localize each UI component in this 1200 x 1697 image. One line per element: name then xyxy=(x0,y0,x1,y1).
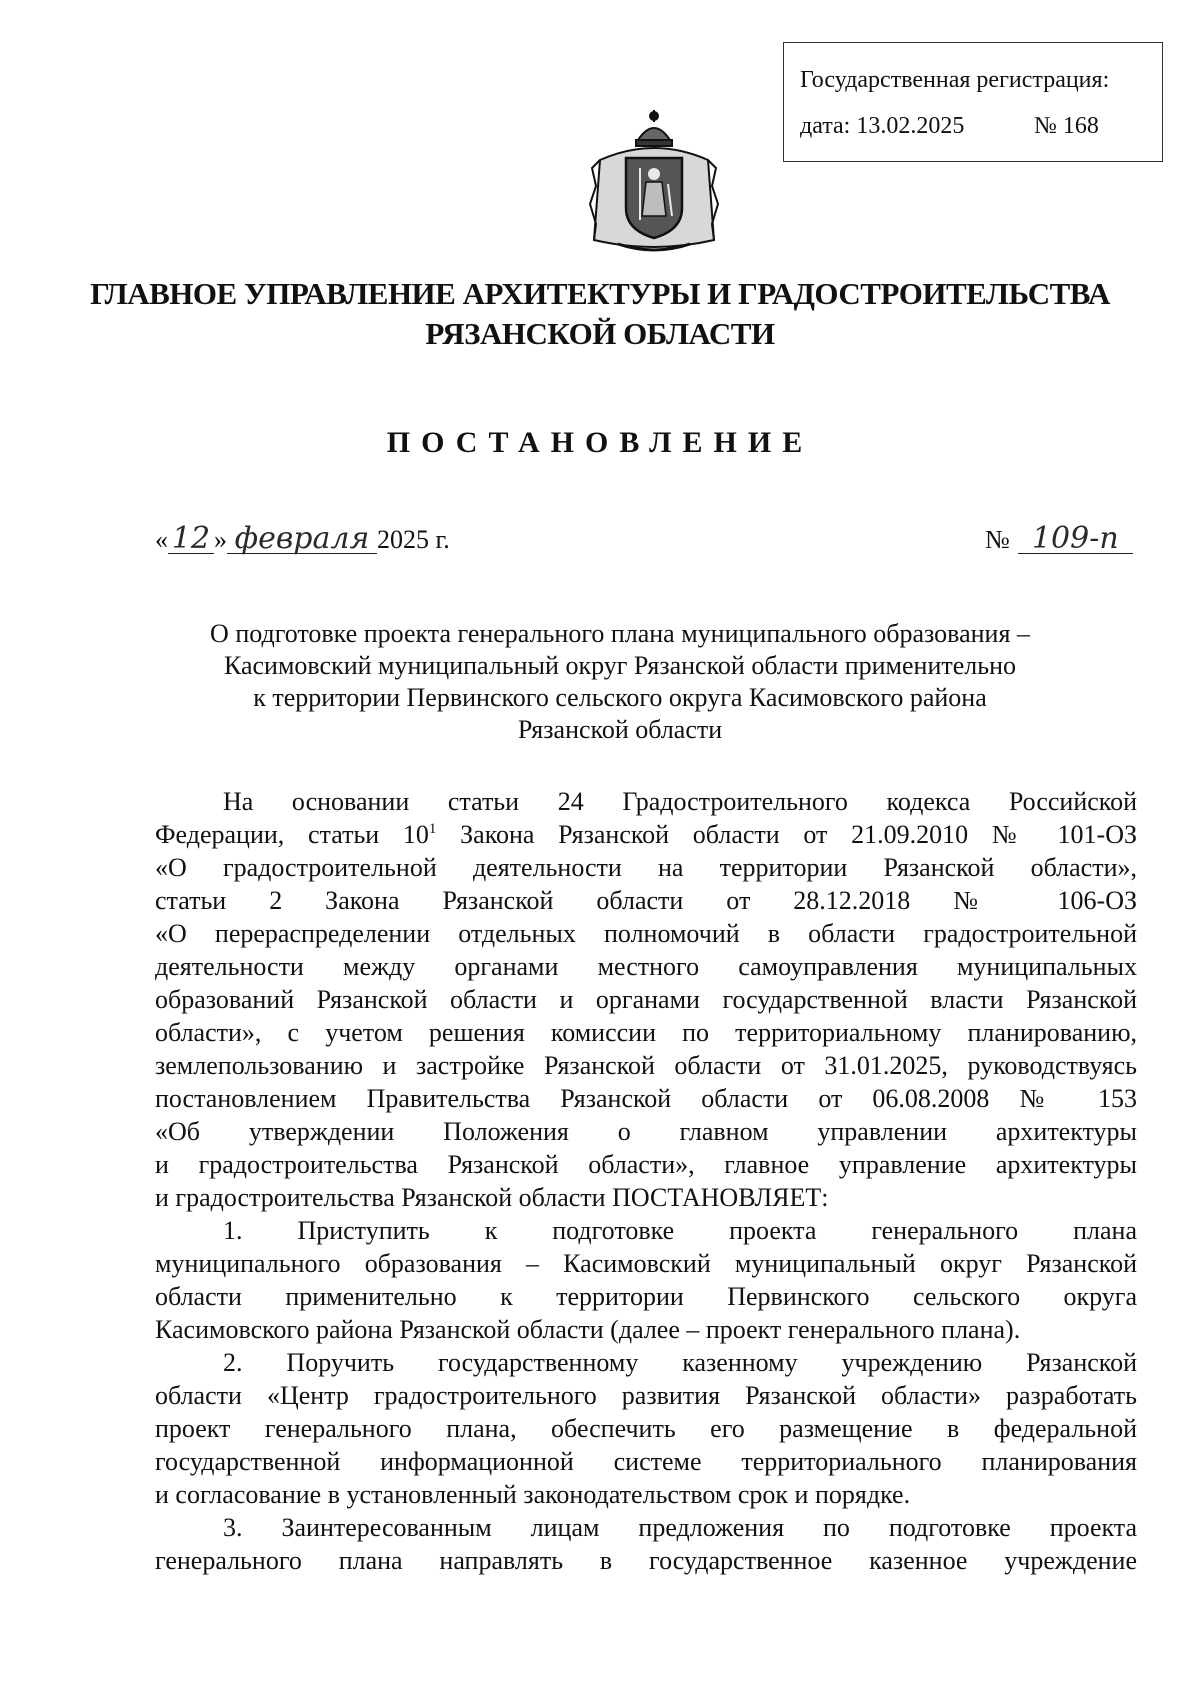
document-body xyxy=(155,785,1137,1577)
organization-name-line2: РЯЗАНСКОЙ ОБЛАСТИ xyxy=(425,316,775,351)
item-2-line: 2. Поручить государственному казенному учреждению Рязанской xyxy=(223,1348,1137,1377)
date-close-quote: » xyxy=(214,525,227,554)
document-subject xyxy=(160,618,1080,746)
registration-date: дата: 13.02.2025 xyxy=(800,113,965,139)
date-year: 2025 г. xyxy=(377,525,450,554)
document-type-title: ПОСТАНОВЛЕНИЕ xyxy=(386,426,814,459)
item-2-line: области «Центр градостроительного развития Рязанской области» разработать xyxy=(155,1381,1137,1410)
registration-stamp xyxy=(783,42,1163,162)
item-3-line: 3. Заинтересованным лицам предложения по подготовке проекта xyxy=(223,1513,1137,1542)
body-line: «О перераспределении отдельных полномочий в области градостроительной xyxy=(155,919,1137,948)
document-date xyxy=(155,521,450,556)
handwritten-month: февраля xyxy=(227,525,377,554)
subject-line: О подготовке проекта генерального плана муниципального образования – xyxy=(210,619,1030,648)
handwritten-number: 109-п xyxy=(1018,525,1133,554)
body-text: Закона Рязанской области от 21.09.2010 № 101-ОЗ xyxy=(436,820,1137,849)
subject-line: Рязанской области xyxy=(517,715,723,744)
subject-line: Касимовский муниципальный округ Рязанской области применительно xyxy=(223,651,1017,680)
body-line: «О градостроительной деятельности на территории Рязанской области», xyxy=(155,853,1137,882)
body-line: и градостроительства Рязанской области», главное управление архитектуры xyxy=(155,1150,1137,1179)
item-1-line: области применительно к территории Первинского сельского округа xyxy=(155,1282,1137,1311)
item-2-line: государственной информационной системе территориального планирования xyxy=(155,1447,1137,1476)
organization-name-line1: ГЛАВНОЕ УПРАВЛЕНИЕ АРХИТЕКТУРЫ И ГРАДОСТРОИТЕЛЬСТВА xyxy=(90,276,1110,311)
item-1-line: Касимовского района Рязанской области (далее – проект генерального плана). xyxy=(155,1315,1021,1344)
body-line: и градостроительства Рязанской области ПОСТАНОВЛЯЕТ: xyxy=(155,1183,829,1212)
handwritten-day: 12 xyxy=(168,525,214,554)
item-2-line: и согласование в установленный законодательством срок и порядке. xyxy=(155,1480,911,1509)
body-line xyxy=(155,818,1137,851)
body-line: «Об утверждении Положения о главном управлении архитектуры xyxy=(155,1117,1137,1146)
registration-number: № 168 xyxy=(1034,113,1099,139)
item-1-line: муниципального образования – Касимовский муниципальный округ Рязанской xyxy=(155,1249,1137,1278)
date-open-quote: « xyxy=(155,525,168,554)
body-line: постановлением Правительства Рязанской области от 06.08.2008 № 153 xyxy=(155,1084,1137,1113)
registration-title: Государственная регистрация: xyxy=(800,67,1110,93)
body-line: образований Рязанской области и органами государственной власти Рязанской xyxy=(155,985,1137,1014)
item-2-line: проект генерального плана, обеспечить его размещение в федеральной xyxy=(155,1414,1137,1443)
number-label: № xyxy=(985,525,1010,554)
body-text: Федерации, статьи 10 xyxy=(155,820,429,849)
body-line: На основании статьи 24 Градостроительного кодекса Российской xyxy=(223,787,1137,816)
body-line: землепользованию и застройке Рязанской области от 31.01.2025, руководствуясь xyxy=(155,1051,1137,1080)
item-3-line: генерального плана направлять в государственное казенное учреждение xyxy=(155,1546,1137,1575)
body-line: деятельности между органами местного самоуправления муниципальных xyxy=(155,952,1137,981)
document-number xyxy=(985,521,1133,556)
subject-line: к территории Первинского сельского округа Касимовского района xyxy=(253,683,987,712)
ryazan-coat-of-arms-icon xyxy=(578,108,730,258)
item-1-line: 1. Приступить к подготовке проекта генерального плана xyxy=(223,1216,1137,1245)
body-line: области», с учетом решения комиссии по территориальному планированию, xyxy=(155,1018,1137,1047)
superscript: 1 xyxy=(428,821,437,837)
body-line: статьи 2 Закона Рязанской области от 28.12.2018 № 106-ОЗ xyxy=(155,886,1137,915)
